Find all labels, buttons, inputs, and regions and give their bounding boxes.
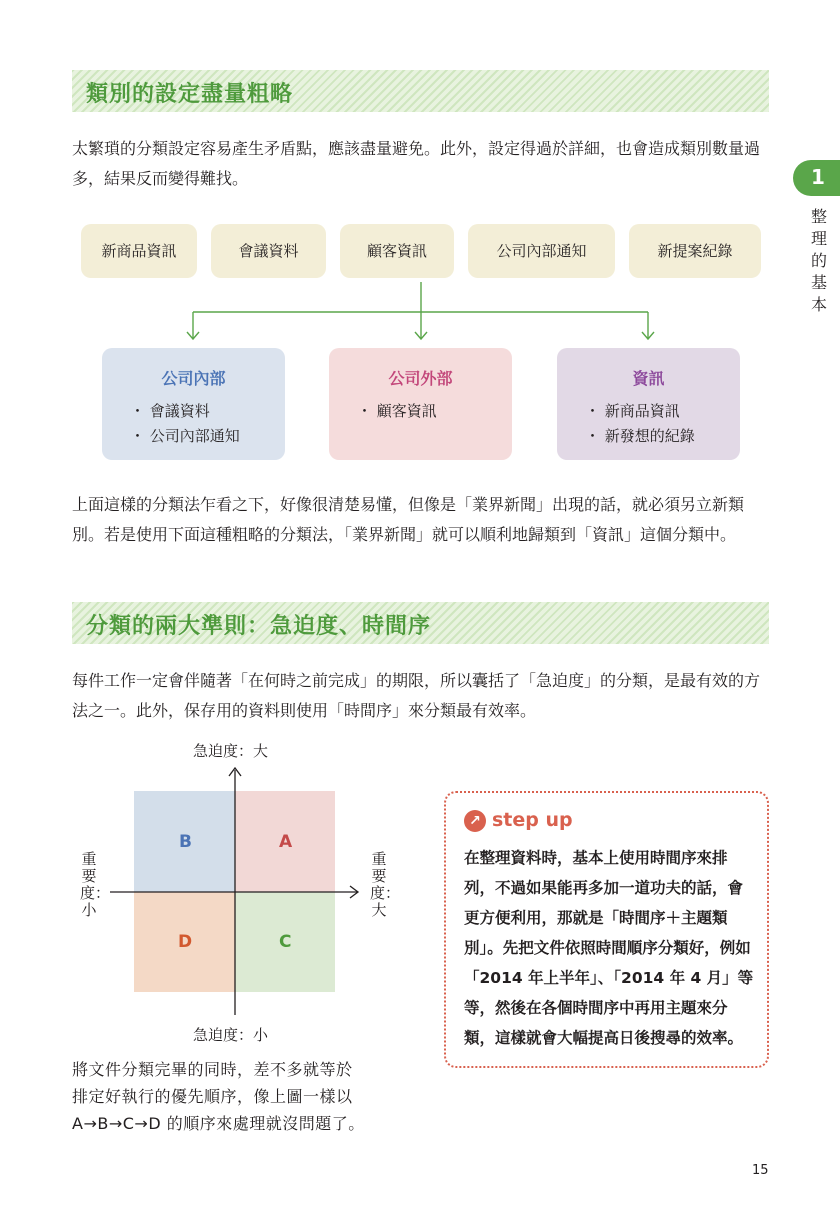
stepup-body: 在整理資料時，基本上使用時間序來排列，不過如果能再多加一道功夫的話，會更方便利用，那就是「時間序＋主題類別」。先把文件依照時間順序分類好，例如「2014 年上半年」、「2014 年 4 月」等等，然後在各個時間序中再用主題來分類，這樣就會大幅提高日後搜尋的效率。	[464, 849, 754, 1047]
category-title: 公司內部	[161, 369, 226, 388]
top-item-4: 公司內部通知	[468, 224, 615, 278]
paragraph-3: 每件工作一定會伴隨著「在何時之前完成」的期限，所以囊括了「急迫度」的分類，是最有效的方法之一。此外，保存用的資料則使用「時間序」來分類最有效率。	[72, 671, 761, 720]
stepup-title: step up	[492, 809, 573, 831]
category-item: ・ 新商品資訊	[585, 402, 680, 420]
quadrant-letter-c: C	[279, 932, 292, 952]
paragraph-1: 太繁瑣的分類設定容易產生矛盾點，應該盡量避免。此外，設定得過於詳細，也會造成類別數量過多，結果反而變得難找。	[72, 139, 761, 188]
axis-bottom-label: 急迫度：小	[193, 1026, 269, 1044]
page-number: 15	[752, 1163, 769, 1178]
category-item: ・ 會議資料	[130, 402, 210, 420]
matrix-note	[72, 1056, 402, 1137]
paragraph-2: 上面這樣的分類法乍看之下，好像很清楚易懂，但像是「業界新聞」出現的話，就必須另立新類別。若是使用下面這種粗略的分類法，「業界新聞」就可以順利地歸類到「資訊」這個分類中。	[72, 495, 745, 544]
matrix-note-line: A→B→C→D 的順序來處理就沒問題了。	[72, 1114, 365, 1133]
chapter-number: 1	[811, 165, 825, 189]
matrix-note-line: 排定好執行的優先順序，像上圖一樣以	[72, 1087, 353, 1106]
top-item-1: 新商品資訊	[81, 224, 197, 278]
arrow-up-right-icon: ↗	[464, 810, 486, 832]
top-item-2: 會議資料	[211, 224, 326, 278]
category-item: ・ 顧客資訊	[357, 402, 437, 420]
stepup-box	[444, 791, 769, 1068]
category-title: 公司外部	[388, 369, 453, 388]
axis-top-label: 急迫度：大	[193, 742, 269, 760]
category-item: ・ 公司內部通知	[130, 427, 240, 445]
axis-right-label: 重要度：大	[370, 850, 401, 919]
axis-left-label: 重要度：小	[80, 850, 111, 919]
quadrant-letter-b: B	[179, 832, 192, 852]
chapter-label: 整理的基本	[810, 207, 827, 314]
quadrant-letter-a: A	[279, 832, 293, 852]
section-title-1: 類別的設定盡量粗略	[86, 82, 294, 107]
top-item-5: 新提案紀錄	[629, 224, 761, 278]
category-title: 資訊	[632, 369, 665, 388]
matrix-note-line: 將文件分類完畢的同時，差不多就等於	[72, 1060, 353, 1079]
quadrant-letter-d: D	[178, 932, 193, 952]
category-item: ・ 新發想的紀錄	[585, 427, 695, 445]
section-title-2: 分類的兩大準則：急迫度、時間序	[86, 614, 432, 639]
top-item-3: 顧客資訊	[340, 224, 454, 278]
